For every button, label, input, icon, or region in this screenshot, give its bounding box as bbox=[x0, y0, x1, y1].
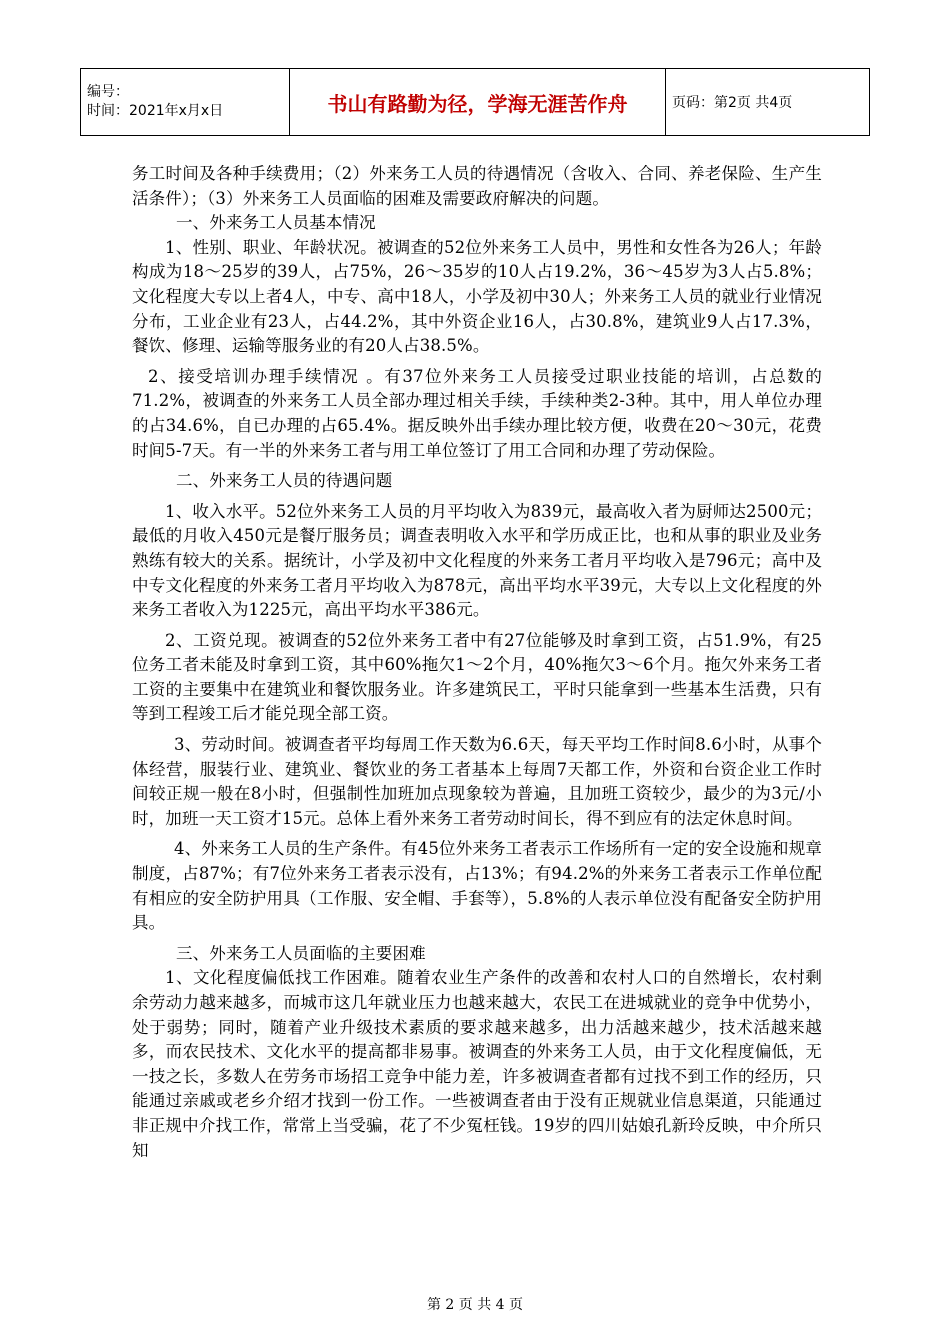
paragraph-intro-continued: 务工时间及各种手续费用；（2）外来务工人员的待遇情况（含收入、合同、养老保险、生产生活条件）；（3）外来务工人员面临的困难及需要政府解决的问题。 bbox=[132, 164, 822, 208]
header-table bbox=[80, 68, 870, 136]
motto: 书山有路勤为径，学海无涯苦作舟 bbox=[290, 69, 666, 136]
section-heading-1: 一、外来务工人员基本情况 bbox=[176, 213, 376, 233]
page-footer: 第 2 页 共 4 页 bbox=[426, 1297, 524, 1313]
paragraph-difficulties: 1、文化程度偏低找工作困难。随着农业生产条件的改善和农村人口的自然增长，农村剩余劳动力越来越多，而城市这几年就业压力也越来越大，农民工在进城就业的竞争中优势小，处于弱势；同时，随着产业升级技术素质的要求越来越多，出力活越来越少，技术活越来越多，而农民技术、文化水平的提高都非易事。被调查的外来务工人员，由于文化程度偏低，无一技之长，多数人在劳务市场招工竞争中能力差，许多被调查者都有过找不到工作的经历，只能通过亲戚或老乡介绍才找到一份工作。一些被调查者由于没有正规就业信息渠道，只能通过非正规中介找工作，常常上当受骗，花了不少冤枉钱。19岁的四川姑娘孔新玲反映，中介所只知 bbox=[132, 968, 822, 1160]
paragraph-wages: 2、工资兑现。被调查的52位外来务工者中有27位能够及时拿到工资，占51.9%，有25位务工者未能及时拿到工资，其中60%拖欠1～2个月，40%拖欠3～6个月。拖欠外来务工者工资的主要集中在建筑业和餐饮服务业。许多建筑民工，平时只能拿到一些基本生活费，只有等到工程竣工后才能兑现全部工资。 bbox=[132, 630, 822, 724]
paragraph-income: 1、收入水平。52位外来务工人员的月平均收入为839元，最高收入者为厨师达2500元；最低的月收入450元是餐厅服务员；调查表明收入水平和学历成正比，也和从事的职业及业务熟练有较大的关系。据统计，小学及初中文化程度的外来务工者月平均收入是796元；高中及中专文化程度的外来务工者月平均收入为878元，高出平均水平39元，大专以上文化程度的外来务工者收入为1225元，高出平均水平386元。 bbox=[132, 501, 822, 620]
number-label: 编号： bbox=[87, 84, 129, 100]
header-meta bbox=[81, 69, 290, 136]
paragraph-conditions: 4、外来务工人员的生产条件。有45位外来务工者表示工作场所有一定的安全设施和规章制度，占87%；有7位外来务工者表示没有，占13%；有94.2%的外来务工者表示工作单位配有相应的安全防护用具（工作服、安全帽、手套等），5.8%的人表示单位没有配备安全防护用具。 bbox=[132, 839, 822, 933]
time-label: 时间：2021年x月x日 bbox=[87, 103, 224, 119]
page-info: 页码：第2页 共4页 bbox=[666, 69, 870, 136]
document-body bbox=[132, 162, 822, 1163]
paragraph-gender-age: 1、性别、职业、年龄状况。被调查的52位外来务工人员中，男性和女性各为26人；年龄构成为18～25岁的39人，占75%，26～35岁的10人占19.2%，36～45岁为3人占5.8%；文化程度大专以上者4人，中专、高中18人，小学及初中30人；外来务工人员的就业行业情况分布，工业企业有23人，占44.2%，其中外资企业16人，占30.8%，建筑业9人占17.3%，餐饮、修理、运输等服务业的有20人占38.5%。 bbox=[132, 237, 822, 356]
section-heading-3: 三、外来务工人员面临的主要困难 bbox=[176, 943, 426, 963]
section-heading-2: 二、外来务工人员的待遇问题 bbox=[176, 471, 393, 491]
paragraph-training: 2、接受培训办理手续情况 。有37位外来务工人员接受过职业技能的培训，占总数的71.2%，被调查的外来务工人员全部办理过相关手续，手续种类2-3种。其中，用人单位办理的占34.6%，自已办理的占65.4%。据反映外出手续办理比较方便，收费在20～30元，花费时间5-7天。有一半的外来务工者与用工单位签订了用工合同和办理了劳动保险。 bbox=[132, 366, 822, 460]
paragraph-working-hours: 3、劳动时间。被调查者平均每周工作天数为6.6天，每天平均工作时间8.6小时，从事个体经营，服装行业、建筑业、餐饮业的务工者基本上每周7天都工作，外资和台资企业工作时间较正规一般在8小时，但强制性加班加点现象较为普遍，且加班工资较少，最少的为3元/小时，加班一天工资才15元。总体上看外来务工者劳动时间长，得不到应有的法定休息时间。 bbox=[132, 735, 822, 828]
